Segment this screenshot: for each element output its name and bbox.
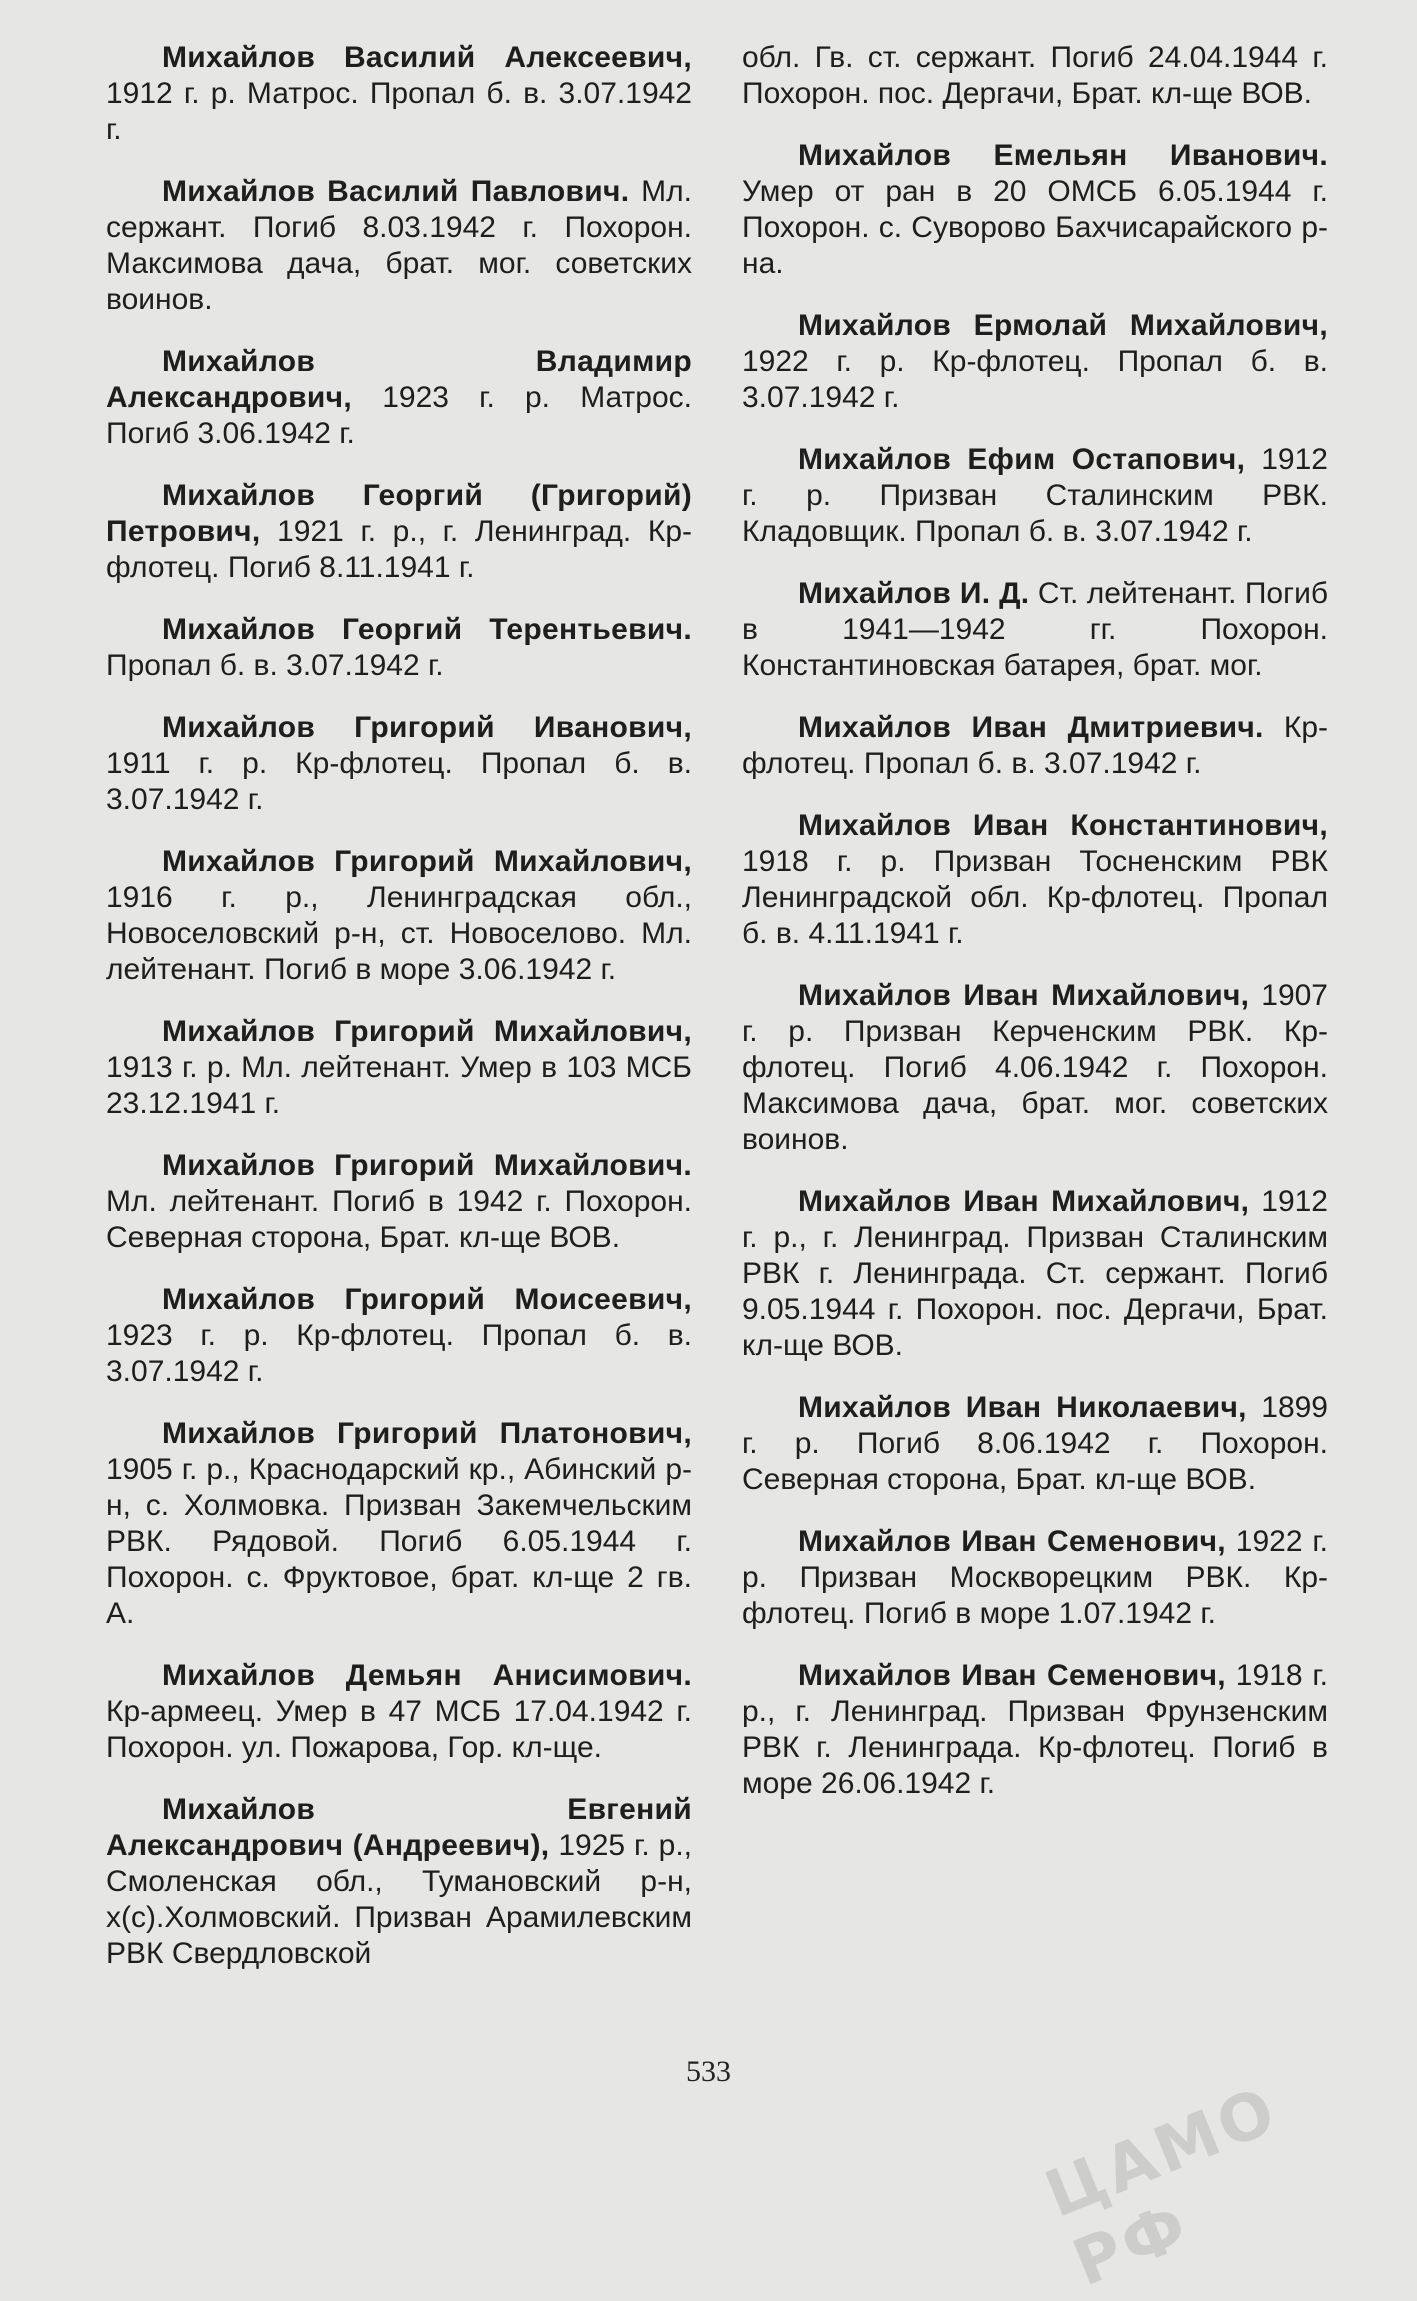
entry-text: Кр-флотец. Пропал б. в. 3.07.1942 г. xyxy=(742,711,1328,780)
page-number: 533 xyxy=(686,2055,731,2088)
list-item xyxy=(106,844,692,988)
entry-paragraph xyxy=(106,174,692,318)
entry-paragraph xyxy=(106,612,692,684)
entry-paragraph xyxy=(742,576,1328,684)
entry-paragraph xyxy=(106,478,692,586)
entry-text: 1905 г. р., Краснодарский кр., Абинский р-н, с. Холмовка. Призван Закемчельским РВК. Рядовой. Погиб 6.05.1944 г. Похорон. с. Фруктовое, брат. кл-ще 2 гв. А. xyxy=(106,1453,692,1630)
person-name: Михайлов Григорий Иванович, xyxy=(162,711,692,744)
person-name: Михайлов Владимир Александрович, xyxy=(106,345,692,414)
person-name: Михайлов Григорий Михайлович, xyxy=(162,845,692,878)
entry-text: Пропал б. в. 3.07.1942 г. xyxy=(106,649,444,682)
entry-paragraph xyxy=(742,1658,1328,1802)
entry-text: 1922 г. р. Призван Москворецким РВК. Кр-флотец. Погиб в море 1.07.1942 г. xyxy=(742,1525,1328,1630)
list-item xyxy=(742,308,1328,416)
entry-paragraph xyxy=(106,1658,692,1766)
entry-paragraph xyxy=(742,710,1328,782)
entry-paragraph xyxy=(106,710,692,818)
list-item xyxy=(742,1390,1328,1498)
person-name: Михайлов Евгений Александрович (Андреевич), xyxy=(106,1793,692,1862)
person-name: Михайлов Емельян Иванович. xyxy=(798,139,1328,172)
entry-text: 1912 г. р. Матрос. Пропал б. в. 3.07.1942 г. xyxy=(106,77,692,146)
right-column xyxy=(742,40,1328,1828)
entry-paragraph xyxy=(106,1014,692,1122)
entry-paragraph xyxy=(742,1390,1328,1498)
list-item xyxy=(742,138,1328,282)
list-item xyxy=(106,1416,692,1632)
person-name: Михайлов Григорий Михайлович. xyxy=(162,1149,692,1182)
entry-text: 1913 г. р. Мл. лейтенант. Умер в 103 МСБ 23.12.1941 г. xyxy=(106,1051,692,1120)
list-item xyxy=(742,442,1328,550)
person-name: Михайлов Ефим Остапович, xyxy=(798,443,1246,476)
entry-paragraph xyxy=(742,1184,1328,1364)
person-name: Михайлов И. Д. xyxy=(798,577,1030,610)
list-item xyxy=(106,344,692,452)
list-item xyxy=(106,710,692,818)
entry-paragraph xyxy=(106,1148,692,1256)
person-name: Михайлов Иван Михайлович, xyxy=(798,979,1250,1012)
list-item xyxy=(106,1792,692,1972)
person-name: Михайлов Григорий Платонович, xyxy=(162,1417,692,1450)
entry-paragraph xyxy=(106,1792,692,1972)
list-item xyxy=(106,612,692,684)
entry-paragraph xyxy=(106,40,692,148)
entry-text: Кр-армеец. Умер в 47 МСБ 17.04.1942 г. Похорон. ул. Пожарова, Гор. кл-ще. xyxy=(106,1695,692,1764)
entry-text: 1912 г. р. Призван Сталинским РВК. Кладовщик. Пропал б. в. 3.07.1942 г. xyxy=(742,443,1328,548)
entry-text: 1918 г. р., г. Ленинград. Призван Фрунзенским РВК г. Ленинграда. Кр-флотец. Погиб в море 26.06.1942 г. xyxy=(742,1659,1328,1800)
person-name: Михайлов Иван Константинович, xyxy=(798,809,1328,842)
list-item xyxy=(742,710,1328,782)
list-item xyxy=(742,978,1328,1158)
person-name: Михайлов Григорий Моисеевич, xyxy=(162,1283,692,1316)
person-name: Михайлов Иван Семенович, xyxy=(798,1659,1226,1692)
entry-text: 1916 г. р., Ленинградская обл., Новоселовский р-н, ст. Новоселово. Мл. лейтенант. Погиб в море 3.06.1942 г. xyxy=(106,881,692,986)
entry-text: Ст. лейтенант. Погиб в 1941—1942 гг. Похорон. Константиновская батарея, брат. мог. xyxy=(742,577,1329,682)
entry-text: Мл. лейтенант. Погиб в 1942 г. Похорон. Северная сторона, Брат. кл-ще ВОВ. xyxy=(106,1185,692,1254)
entry-paragraph xyxy=(742,138,1328,282)
person-name: Михайлов Василий Павлович. xyxy=(162,175,630,208)
entry-paragraph xyxy=(742,308,1328,416)
entry-text: Умер от ран в 20 ОМСБ 6.05.1944 г. Похорон. с. Суворово Бахчисарайского р-на. xyxy=(742,175,1328,280)
entry-paragraph xyxy=(742,978,1328,1158)
person-name: Михайлов Иван Семенович, xyxy=(798,1525,1226,1558)
entry-text: 1922 г. р. Кр-флотец. Пропал б. в. 3.07.1942 г. xyxy=(742,345,1328,414)
left-column xyxy=(106,40,692,1998)
person-name: Михайлов Георгий Терентьевич. xyxy=(162,613,692,646)
list-item xyxy=(106,1148,692,1256)
entry-paragraph xyxy=(742,40,1328,112)
entry-paragraph xyxy=(106,344,692,452)
person-name: Михайлов Ермолай Михайлович, xyxy=(798,309,1328,342)
entry-paragraph xyxy=(106,1282,692,1390)
entry-text: 1923 г. р. Кр-флотец. Пропал б. в. 3.07.1942 г. xyxy=(106,1319,692,1388)
list-item xyxy=(742,1184,1328,1364)
person-name: Михайлов Демьян Анисимович. xyxy=(162,1659,692,1692)
list-item xyxy=(106,1014,692,1122)
person-name: Михайлов Георгий (Григорий) Петрович, xyxy=(106,479,692,548)
list-item xyxy=(106,40,692,148)
entry-text: 1925 г. р., Смоленская обл., Тумановский р-н, х(с).Холмовский. Призван Арамилевским РВК Свердловской xyxy=(106,1829,692,1970)
list-item xyxy=(106,1282,692,1390)
list-item xyxy=(742,1658,1328,1802)
person-name: Михайлов Иван Дмитриевич. xyxy=(798,711,1264,744)
entry-paragraph xyxy=(742,1524,1328,1632)
entry-text: 1912 г. р., г. Ленинград. Призван Сталинским РВК г. Ленинграда. Ст. сержант. Погиб 9.05.1944 г. Похорон. пос. Дергачи, Брат. кл-ще ВОВ. xyxy=(742,1185,1328,1362)
entry-text: обл. Гв. ст. сержант. Погиб 24.04.1944 г. Похорон. пос. Дергачи, Брат. кл-ще ВОВ. xyxy=(742,41,1328,110)
entry-paragraph xyxy=(742,442,1328,550)
person-name: Михайлов Василий Алексеевич, xyxy=(162,41,692,74)
list-item xyxy=(742,808,1328,952)
list-item xyxy=(742,40,1328,112)
list-item xyxy=(742,1524,1328,1632)
list-item xyxy=(106,478,692,586)
list-item xyxy=(742,576,1328,684)
entry-text: 1923 г. р. Матрос. Погиб 3.06.1942 г. xyxy=(106,381,692,450)
person-name: Михайлов Иван Михайлович, xyxy=(798,1185,1250,1218)
entry-text: 1921 г. р., г. Ленинград. Кр-флотец. Погиб 8.11.1941 г. xyxy=(106,515,692,584)
list-item xyxy=(106,1658,692,1766)
entry-text: 1899 г. р. Погиб 8.06.1942 г. Похорон. Северная сторона, Брат. кл-ще ВОВ. xyxy=(742,1391,1328,1496)
entry-paragraph xyxy=(106,1416,692,1632)
person-name: Михайлов Иван Николаевич, xyxy=(798,1391,1247,1424)
person-name: Михайлов Григорий Михайлович, xyxy=(162,1015,692,1048)
entry-paragraph xyxy=(742,808,1328,952)
entry-text: 1911 г. р. Кр-флотец. Пропал б. в. 3.07.1942 г. xyxy=(106,747,692,816)
entry-text: Мл. сержант. Погиб 8.03.1942 г. Похорон. Максимова дача, брат. мог. советских воинов. xyxy=(106,175,693,316)
entry-paragraph xyxy=(106,844,692,988)
entry-text: 1918 г. р. Призван Тосненским РВК Ленинградской обл. Кр-флотец. Пропал б. в. 4.11.1941 г. xyxy=(742,845,1328,950)
watermark-stamp: ЦАМО РФ xyxy=(1035,2073,1289,2301)
list-item xyxy=(106,174,692,318)
entry-text: 1907 г. р. Призван Керченским РВК. Кр-флотец. Погиб 4.06.1942 г. Похорон. Максимова дача, брат. мог. советских воинов. xyxy=(742,979,1328,1156)
